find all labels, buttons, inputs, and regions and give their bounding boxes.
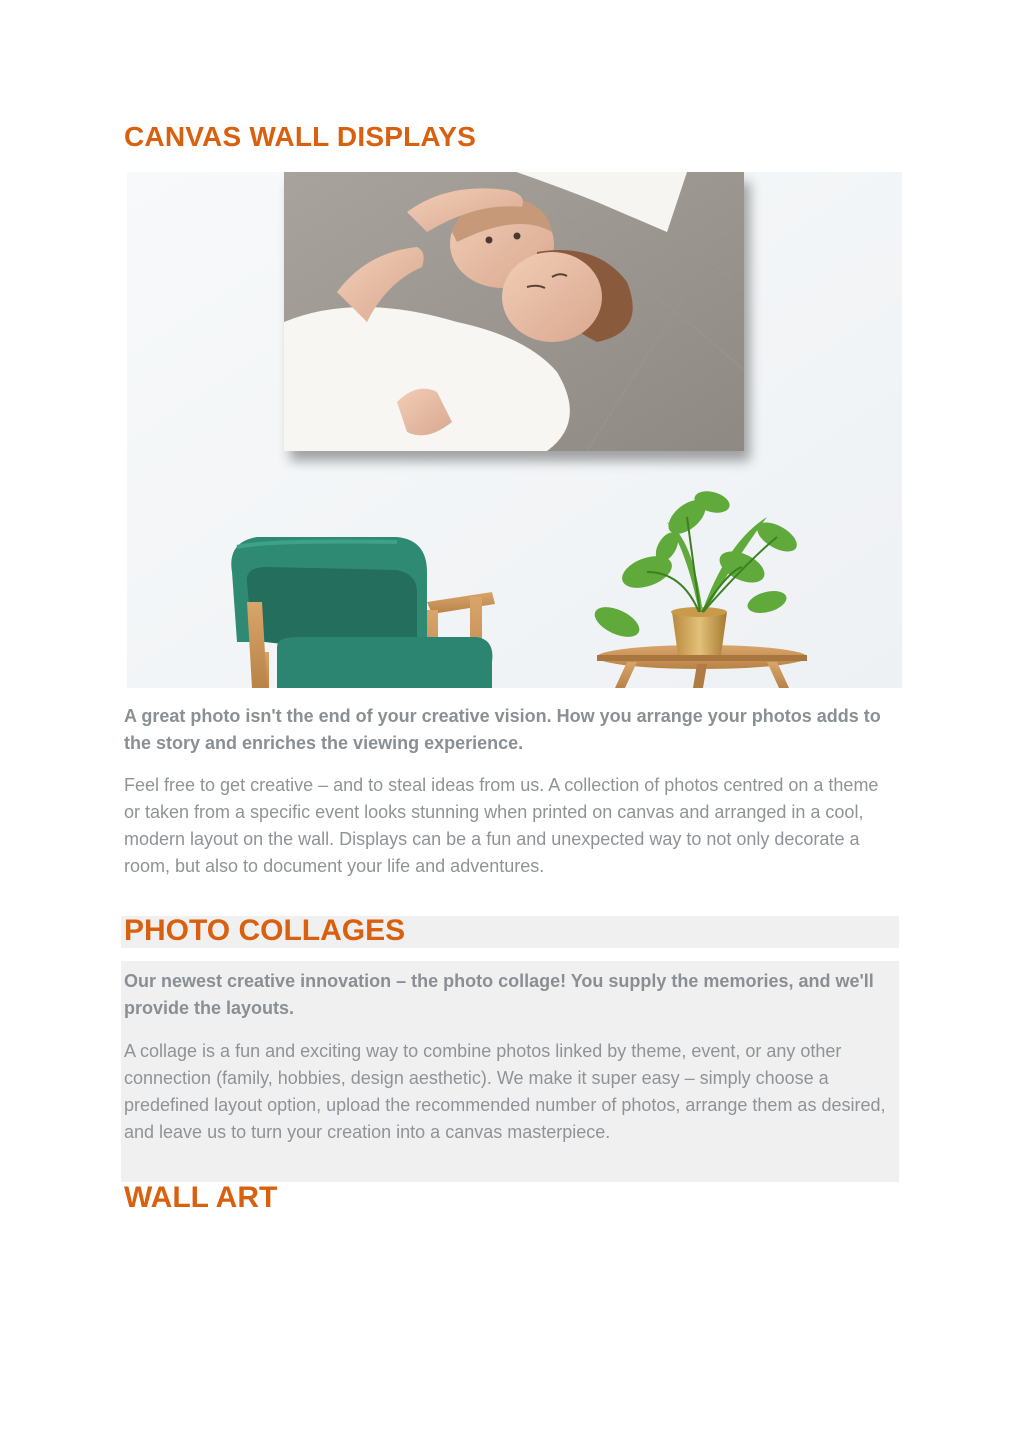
section-title-canvas-wall-displays: CANVAS WALL DISPLAYS <box>124 121 476 152</box>
section-body-canvas-wall-displays: Feel free to get creative – and to steal ideas from us. A collection of photos centred on a theme or taken from a specific event looks stunning when printed on canvas and arranged in a cool, modern layout on the wall. Displays can be a fun and unexpected way to not only decorate a room, but also to document your life and adventures. <box>124 775 879 876</box>
section-title-photo-collages: PHOTO COLLAGES <box>124 914 406 947</box>
canvas-wall-display-photo <box>127 172 902 688</box>
room-scene-illustration <box>127 172 902 688</box>
section-lead-canvas-wall-displays: A great photo isn't the end of your creative vision. How you arrange your photos adds to the story and enriches the viewing experience. <box>124 706 881 753</box>
section-lead-photo-collages: Our newest creative innovation – the photo collage! You supply the memories, and we'll provide the layouts. <box>124 971 874 1018</box>
section-title-wall-art: WALL ART <box>124 1181 278 1214</box>
section-body-photo-collages: A collage is a fun and exciting way to combine photos linked by theme, event, or any other connection (family, hobbies, design aesthetic). We make it super easy – simply choose a predefined layout option, upload the recommended number of photos, arrange them as desired, and leave us to turn your creation into a canvas masterpiece. <box>124 1041 886 1142</box>
